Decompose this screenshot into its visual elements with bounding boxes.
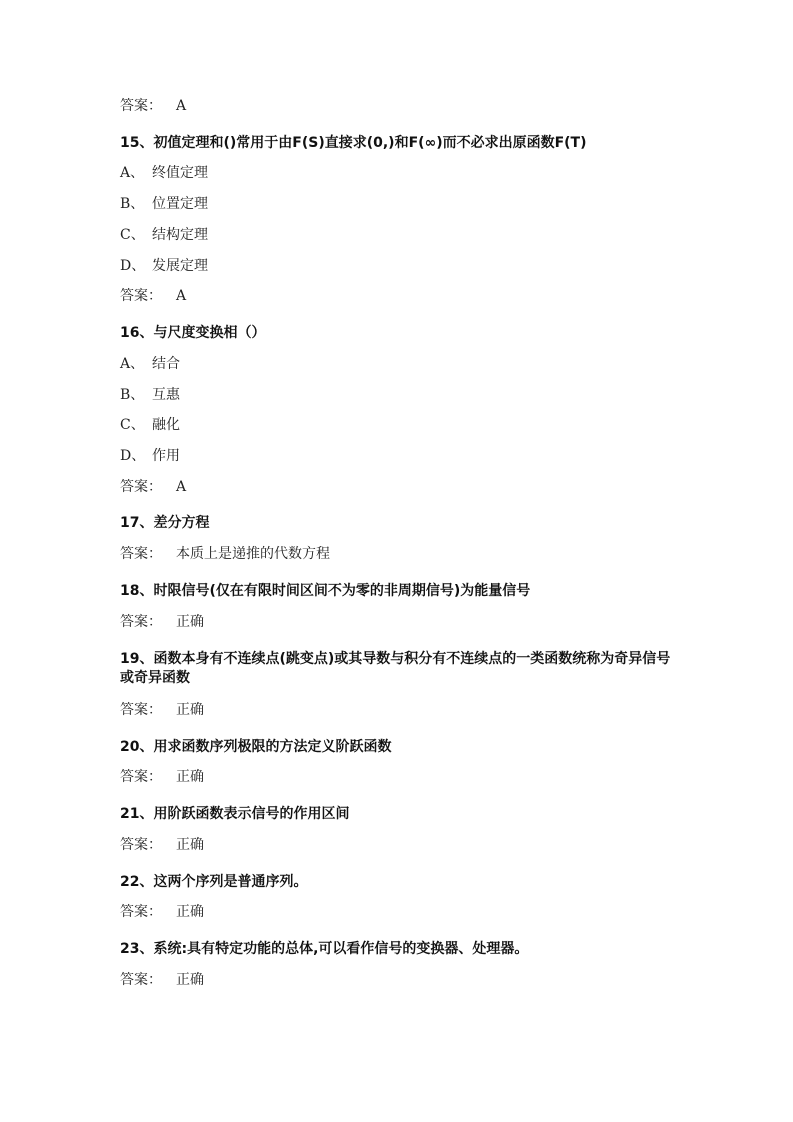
answer-value: 正确 [176, 904, 204, 920]
option-item [120, 195, 208, 213]
answer-label: 答案： [120, 479, 162, 495]
question-text: 15、初值定理和()常用于由F(S)直接求(0,)和F(∞)而不必求出原函数F(T) [120, 135, 587, 151]
option-text: 结合 [152, 356, 180, 372]
answer-label: 答案： [120, 288, 162, 304]
question-text: 21、用阶跃函数表示信号的作用区间 [120, 806, 350, 822]
question-text: 23、系统:具有特定功能的总体,可以看作信号的变换器、处理器。 [120, 941, 529, 957]
answer-line [120, 613, 204, 631]
option-item [120, 355, 180, 373]
answer-line [120, 287, 186, 305]
option-label: C、 [120, 417, 145, 433]
answer-label: 答案： [120, 769, 162, 785]
option-text: 位置定理 [152, 196, 208, 212]
answer-value: 正确 [176, 769, 204, 785]
answer-line [120, 478, 186, 496]
option-text: 发展定理 [152, 258, 208, 274]
option-item [120, 447, 180, 465]
question-text: 16、与尺度变换相（） [120, 325, 266, 341]
question-text: 19、函数本身有不连续点(跳变点)或其导数与积分有不连续点的一类函数统称为奇异信号或奇异函数 [120, 651, 671, 686]
option-label: A、 [120, 165, 145, 181]
question-text: 17、差分方程 [120, 515, 210, 531]
answer-value: 正确 [176, 837, 204, 853]
option-item [120, 416, 180, 434]
answer-label: 答案： [120, 546, 162, 562]
answer-line [120, 701, 204, 719]
option-label: B、 [120, 196, 145, 212]
answer-value: 正确 [176, 972, 204, 988]
answer-value: A [176, 288, 187, 304]
option-text: 作用 [152, 448, 180, 464]
option-label: D、 [120, 448, 146, 464]
question-text: 20、用求函数序列极限的方法定义阶跃函数 [120, 739, 392, 755]
option-text: 融化 [152, 417, 180, 433]
answer-label: 答案： [120, 98, 162, 114]
answer-label: 答案： [120, 972, 162, 988]
answer-value: 正确 [176, 614, 204, 630]
option-item [120, 226, 208, 244]
answer-value: A [176, 98, 187, 114]
answer-line [120, 545, 330, 563]
question-text: 18、时限信号(仅在有限时间区间不为零的非周期信号)为能量信号 [120, 583, 531, 599]
option-label: C、 [120, 227, 145, 243]
answer-label: 答案： [120, 904, 162, 920]
question-text: 22、这两个序列是普通序列。 [120, 874, 308, 890]
answer-line [120, 836, 204, 854]
answer-line [120, 768, 204, 786]
option-text: 互惠 [152, 387, 180, 403]
option-label: A、 [120, 356, 145, 372]
answer-label: 答案： [120, 614, 162, 630]
answer-line [120, 97, 186, 115]
option-text: 终值定理 [152, 165, 208, 181]
answer-label: 答案： [120, 702, 162, 718]
answer-line [120, 903, 204, 921]
answer-value: 正确 [176, 702, 204, 718]
answer-line [120, 971, 204, 989]
option-item [120, 257, 208, 275]
answer-value: A [176, 479, 187, 495]
option-item [120, 164, 208, 182]
answer-value: 本质上是递推的代数方程 [176, 546, 330, 562]
option-text: 结构定理 [152, 227, 208, 243]
answer-label: 答案： [120, 837, 162, 853]
option-label: B、 [120, 387, 145, 403]
option-label: D、 [120, 258, 146, 274]
option-item [120, 386, 180, 404]
